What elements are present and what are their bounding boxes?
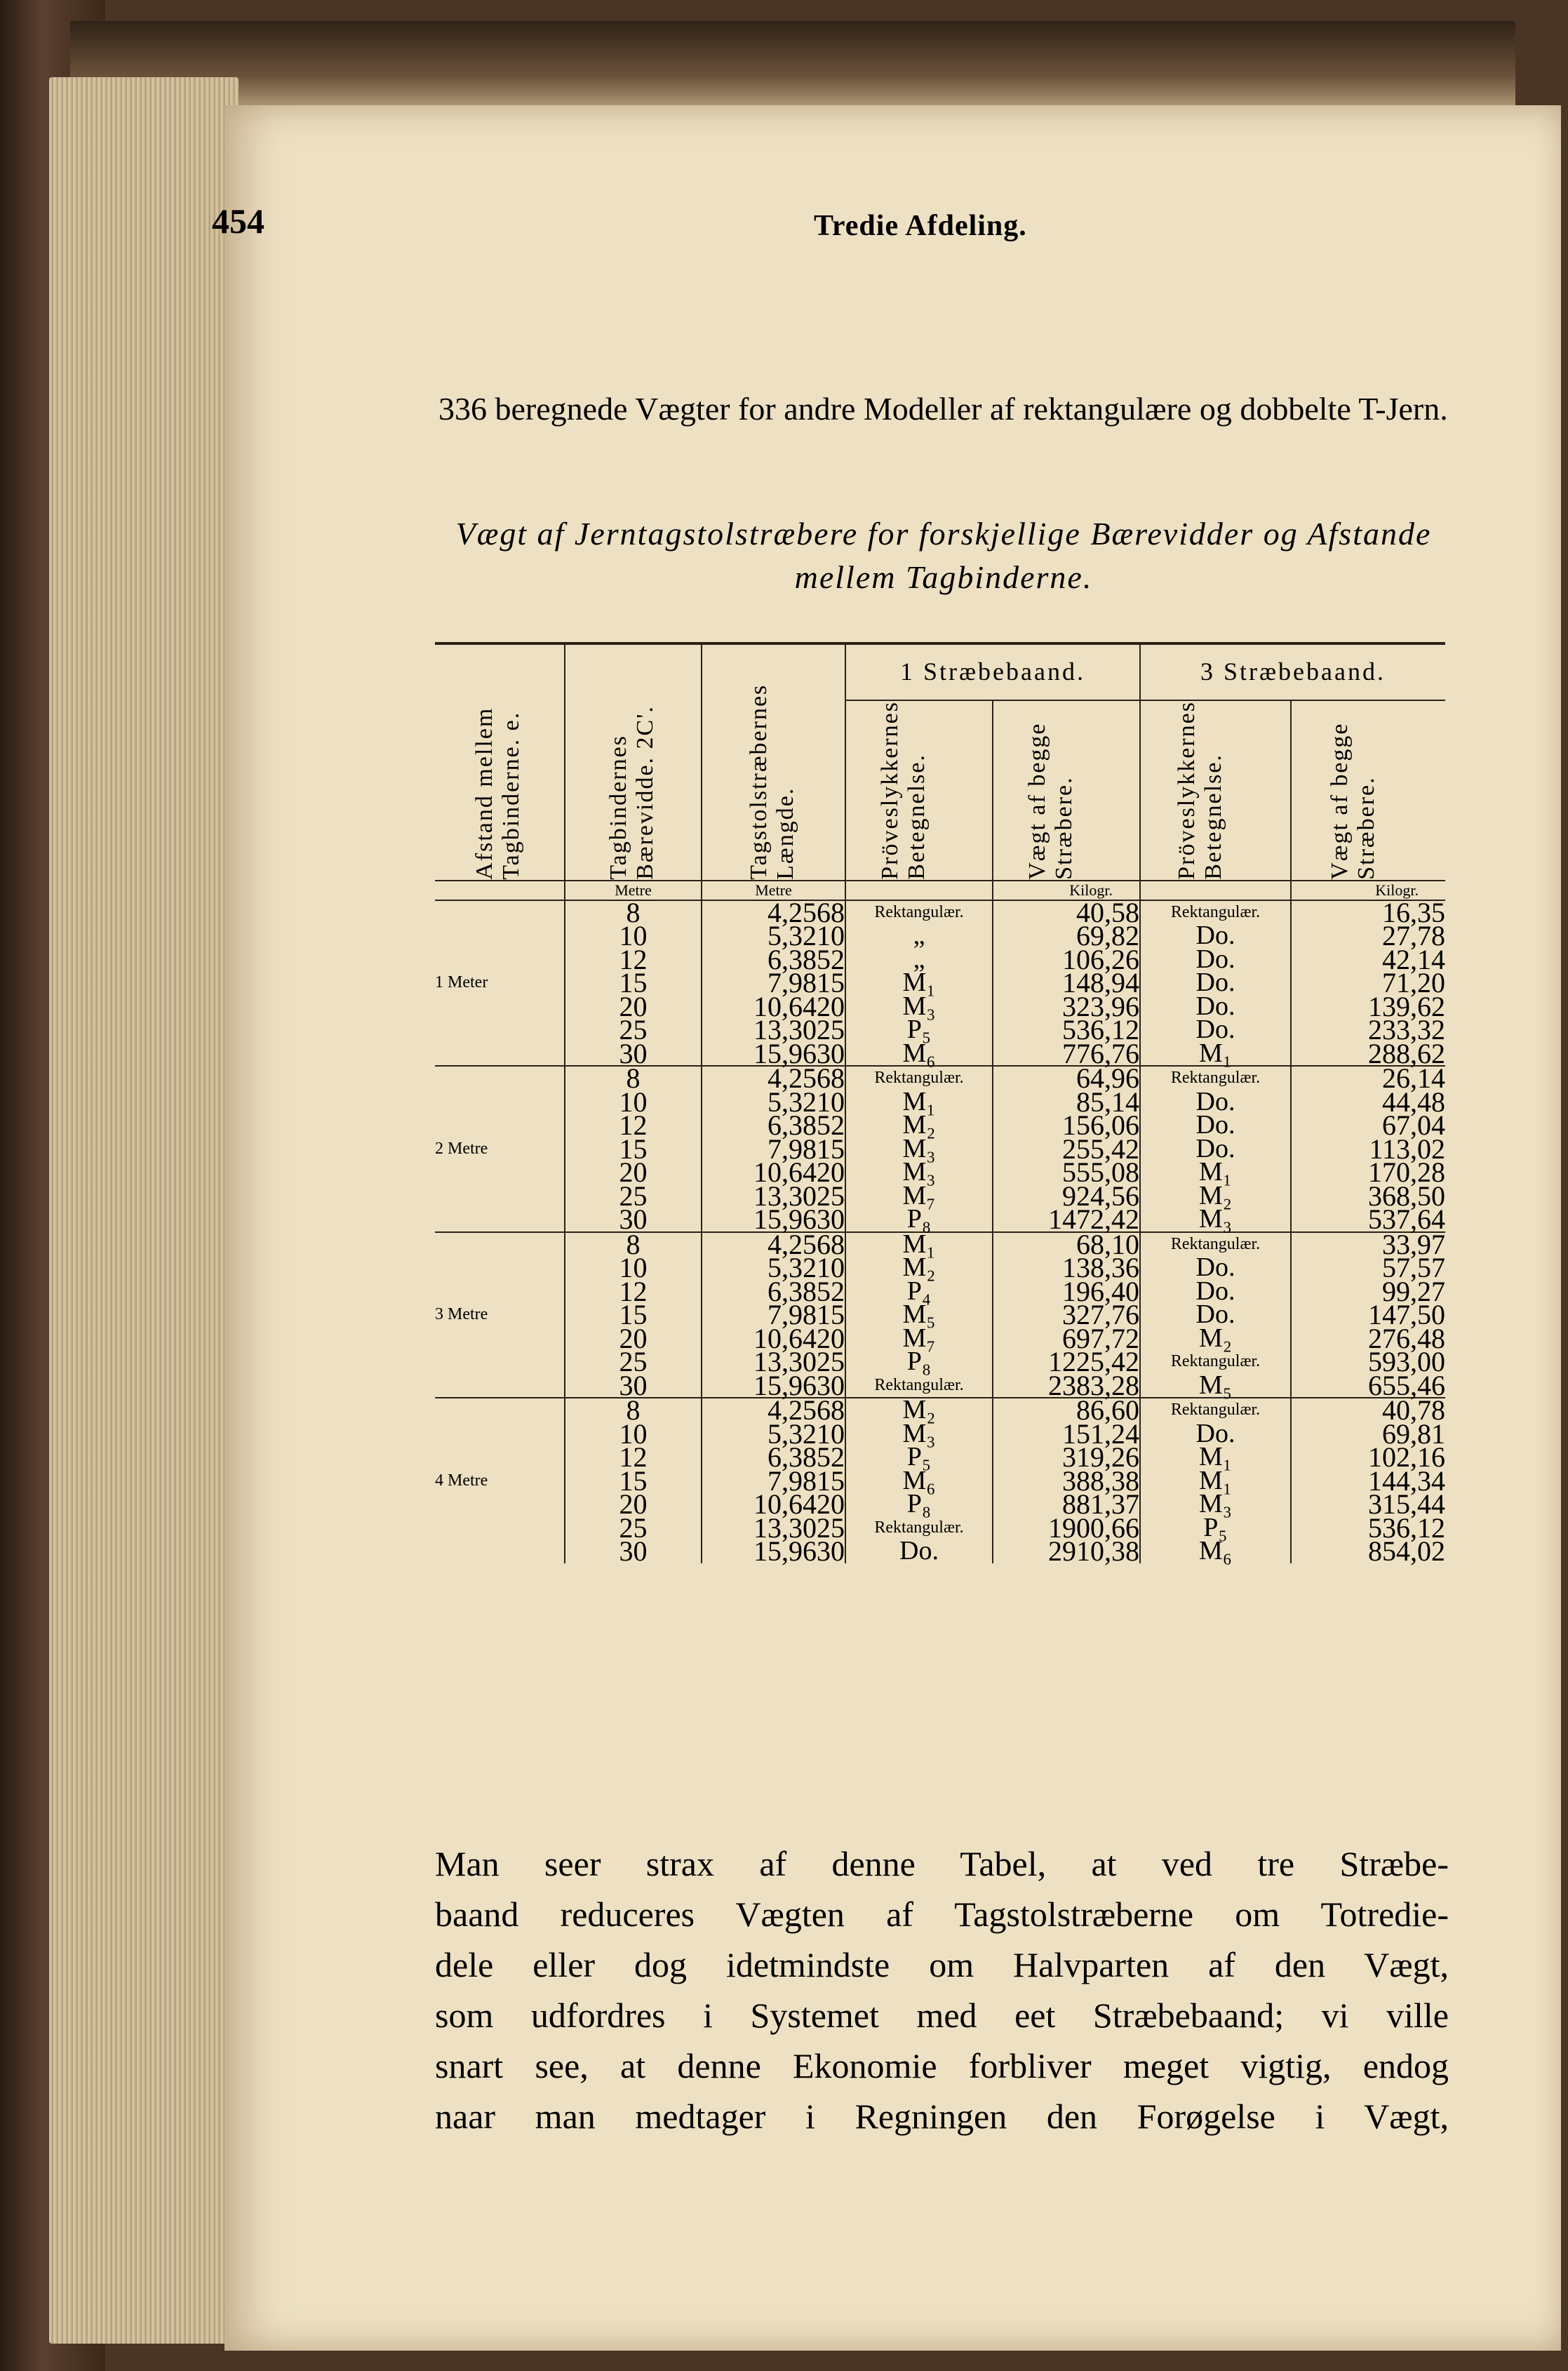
running-head: Tredie Afdeling. <box>814 210 1027 242</box>
length-cell: 7,9815 <box>702 971 845 995</box>
body-line: naar man medtager i Regningen den Forøgelse i Vægt, <box>435 2097 1449 2136</box>
span-cell: 20 <box>565 1161 702 1184</box>
section-cell: M₁ <box>845 971 993 995</box>
weight-cell: 315,44 <box>1291 1492 1445 1516</box>
weight-cell: 69,82 <box>993 924 1140 948</box>
table-row <box>435 1327 1445 1351</box>
length-cell: 6,3852 <box>702 1114 845 1137</box>
length-cell: 15,9630 <box>702 1208 845 1232</box>
table-row <box>435 1492 1445 1516</box>
section-cell: Do. <box>1140 1114 1291 1137</box>
section-cell: „ <box>845 924 993 948</box>
section-cell: Do. <box>1140 948 1291 972</box>
table-row <box>435 1137 1445 1161</box>
table-row <box>435 1445 1445 1469</box>
body-line: dele eller dog idetmindste om Halvparten af den Vægt, <box>435 1945 1449 1984</box>
section-cell: M₅ <box>1140 1374 1291 1398</box>
distance-label: 3 Metre <box>435 1232 565 1398</box>
weight-cell: 196,40 <box>993 1280 1140 1304</box>
weight-cell: 536,12 <box>1291 1516 1445 1540</box>
weight-cell: 40,58 <box>993 900 1140 925</box>
weight-cell: 16,35 <box>1291 900 1445 925</box>
weight-cell: 2383,28 <box>993 1374 1140 1398</box>
section-cell: Do. <box>1140 1090 1291 1114</box>
weight-cell: 323,96 <box>993 995 1140 1019</box>
length-cell: 13,3025 <box>702 1184 845 1208</box>
weight-cell: 113,02 <box>1291 1137 1445 1161</box>
page-number: 454 <box>212 201 264 241</box>
length-cell: 13,3025 <box>702 1018 845 1042</box>
weight-cell: 2910,38 <box>993 1540 1140 1563</box>
section-cell: Do. <box>1140 1137 1291 1161</box>
weight-cell: 27,78 <box>1291 924 1445 948</box>
weight-cell: 1472,42 <box>993 1208 1140 1232</box>
weight-cell: 69,81 <box>1291 1422 1445 1446</box>
length-cell: 6,3852 <box>702 1445 845 1469</box>
weight-cell: 44,48 <box>1291 1090 1445 1114</box>
table-row <box>435 1018 1445 1042</box>
span-cell: 25 <box>565 1184 702 1208</box>
weight-cell: 33,97 <box>1291 1232 1445 1257</box>
weight-cell: 85,14 <box>993 1090 1140 1114</box>
section-cell: P₈ <box>845 1492 993 1516</box>
section-cell: Rektangulær. <box>1140 1398 1291 1422</box>
section-cell: Do. <box>1140 971 1291 995</box>
length-cell: 5,3210 <box>702 1090 845 1114</box>
section-cell: M₂ <box>845 1114 993 1137</box>
table-row <box>435 1161 1445 1184</box>
table-row <box>435 1516 1445 1540</box>
weight-cell: 148,94 <box>993 971 1140 995</box>
weight-cell: 156,06 <box>993 1114 1140 1137</box>
section-cell: Rektangulær. <box>845 1066 993 1090</box>
distance-label: 4 Metre <box>435 1398 565 1563</box>
body-line: Man seer strax af denne Tabel, at ved tre Stræbe- <box>435 1844 1449 1883</box>
weight-cell: 536,12 <box>993 1018 1140 1042</box>
header-section-3: Pröveslykkernes Betegnelse. <box>1140 700 1291 881</box>
weight-cell: 147,50 <box>1291 1303 1445 1327</box>
unit-span: Metre <box>565 881 702 900</box>
weight-cell: 26,14 <box>1291 1066 1445 1090</box>
table-row <box>435 1469 1445 1493</box>
table-row <box>435 1114 1445 1137</box>
section-cell: P₈ <box>845 1208 993 1232</box>
length-cell: 4,2568 <box>702 900 845 925</box>
distance-label: 2 Metre <box>435 1066 565 1232</box>
weight-cell: 102,16 <box>1291 1445 1445 1469</box>
body-line: baand reduceres Vægten af Tagstolstræberne om Totredie- <box>435 1895 1449 1934</box>
weight-cell: 170,28 <box>1291 1161 1445 1184</box>
length-cell: 7,9815 <box>702 1303 845 1327</box>
length-cell: 5,3210 <box>702 1256 845 1280</box>
span-cell: 8 <box>565 1066 702 1090</box>
span-cell: 8 <box>565 1232 702 1257</box>
table-row <box>435 1066 1445 1090</box>
length-cell: 10,6420 <box>702 1492 845 1516</box>
body-paragraph <box>435 1838 1449 2142</box>
weight-cell: 881,37 <box>993 1492 1140 1516</box>
length-cell: 10,6420 <box>702 995 845 1019</box>
length-cell: 5,3210 <box>702 924 845 948</box>
section-cell: M₁ <box>1140 1161 1291 1184</box>
span-cell: 15 <box>565 971 702 995</box>
span-cell: 30 <box>565 1374 702 1398</box>
section-cell: M₇ <box>845 1184 993 1208</box>
weight-cell: 537,64 <box>1291 1208 1445 1232</box>
span-cell: 8 <box>565 1398 702 1422</box>
table-row <box>435 948 1445 972</box>
section-cell: M₃ <box>845 1137 993 1161</box>
weight-cell: 86,60 <box>993 1398 1140 1422</box>
weight-cell: 139,62 <box>1291 995 1445 1019</box>
weight-cell: 68,10 <box>993 1232 1140 1257</box>
table-row <box>435 1232 1445 1257</box>
section-cell: Rektangulær. <box>845 1516 993 1540</box>
span-cell: 10 <box>565 1090 702 1114</box>
section-cell: Do. <box>1140 1018 1291 1042</box>
weight-cell: 42,14 <box>1291 948 1445 972</box>
section-cell: Rektangulær. <box>1140 1232 1291 1257</box>
span-cell: 8 <box>565 900 702 925</box>
header-span: Tagbindernes Bærevidde. 2C'. <box>565 643 702 881</box>
span-cell: 15 <box>565 1137 702 1161</box>
span-cell: 25 <box>565 1516 702 1540</box>
section-cell: Do. <box>845 1540 993 1563</box>
span-cell: 12 <box>565 948 702 972</box>
weight-cell: 151,24 <box>993 1422 1140 1446</box>
section-cell: M₃ <box>845 1161 993 1184</box>
table-caption: Vægt af Jerntagstolstræbere for forskjellige Bærevidder og Afstande mellem Tagbinderne. <box>455 516 1432 595</box>
length-cell: 5,3210 <box>702 1422 845 1446</box>
header-section-1: Pröveslykkernes Betegnelse. <box>845 700 993 881</box>
section-cell: M₃ <box>1140 1492 1291 1516</box>
table-row <box>435 924 1445 948</box>
table-row <box>435 971 1445 995</box>
section-cell: M₁ <box>845 1090 993 1114</box>
table-row <box>435 1042 1445 1067</box>
span-cell: 10 <box>565 924 702 948</box>
span-cell: 30 <box>565 1208 702 1232</box>
span-cell: 20 <box>565 1492 702 1516</box>
section-cell: M₃ <box>1140 1208 1291 1232</box>
length-cell: 15,9630 <box>702 1374 845 1398</box>
table-row <box>435 1208 1445 1232</box>
weight-cell: 138,36 <box>993 1256 1140 1280</box>
weight-cell: 555,08 <box>993 1161 1140 1184</box>
section-cell: P₅ <box>845 1445 993 1469</box>
weight-cell: 71,20 <box>1291 971 1445 995</box>
table-row <box>435 1374 1445 1398</box>
weight-cell: 99,27 <box>1291 1280 1445 1304</box>
book-top-edge <box>70 21 1515 112</box>
table-row <box>435 1422 1445 1446</box>
section-cell: Rektangulær. <box>1140 1066 1291 1090</box>
header-group-3: 3 Stræbebaand. <box>1140 643 1445 700</box>
weight-cell: 697,72 <box>993 1327 1140 1351</box>
span-cell: 15 <box>565 1469 702 1493</box>
section-cell: P₄ <box>845 1280 993 1304</box>
table-row <box>435 1280 1445 1304</box>
section-cell: Do. <box>1140 924 1291 948</box>
weight-cell: 655,46 <box>1291 1374 1445 1398</box>
weight-cell: 776,76 <box>993 1042 1140 1067</box>
length-cell: 6,3852 <box>702 948 845 972</box>
weight-cell: 1225,42 <box>993 1350 1140 1374</box>
table-row <box>435 995 1445 1019</box>
weight-cell: 106,26 <box>993 948 1140 972</box>
section-cell: M₆ <box>845 1042 993 1067</box>
length-cell: 15,9630 <box>702 1540 845 1563</box>
header-weight-1: Vægt af begge Stræbere. <box>993 700 1140 881</box>
section-cell: M₁ <box>1140 1042 1291 1067</box>
section-cell: Rektangulær. <box>845 1374 993 1398</box>
units-row <box>435 881 1445 900</box>
section-cell: Rektangulær. <box>1140 900 1291 925</box>
weight-cell: 854,02 <box>1291 1540 1445 1563</box>
section-cell: M₂ <box>845 1398 993 1422</box>
table-row <box>435 900 1445 925</box>
span-cell: 10 <box>565 1422 702 1446</box>
weight-cell: 255,42 <box>993 1137 1140 1161</box>
table-row <box>435 1090 1445 1114</box>
table-row <box>435 1303 1445 1327</box>
section-cell: M₁ <box>1140 1445 1291 1469</box>
section-cell: M₁ <box>845 1232 993 1257</box>
weight-cell: 327,76 <box>993 1303 1140 1327</box>
span-cell: 20 <box>565 995 702 1019</box>
span-cell: 12 <box>565 1114 702 1137</box>
span-cell: 25 <box>565 1018 702 1042</box>
section-cell: Do. <box>1140 1422 1291 1446</box>
page-edges <box>49 77 239 2344</box>
unit-weight-1: Kilogr. <box>993 881 1140 900</box>
span-cell: 10 <box>565 1256 702 1280</box>
length-cell: 4,2568 <box>702 1398 845 1422</box>
distance-label: 1 Meter <box>435 900 565 1067</box>
length-cell: 15,9630 <box>702 1042 845 1067</box>
span-cell: 12 <box>565 1280 702 1304</box>
weights-table <box>435 642 1445 1568</box>
weight-cell: 40,78 <box>1291 1398 1445 1422</box>
unit-weight-3: Kilogr. <box>1291 881 1445 900</box>
span-cell: 12 <box>565 1445 702 1469</box>
section-cell: M₂ <box>1140 1184 1291 1208</box>
intro-text: 336 beregnede Vægter for andre Modeller af rektangulære og dobbelte T-Jern. <box>438 391 1448 427</box>
weight-cell: 67,04 <box>1291 1114 1445 1137</box>
section-cell: Do. <box>1140 1280 1291 1304</box>
weight-cell: 388,38 <box>993 1469 1140 1493</box>
section-cell: Rektangulær. <box>1140 1350 1291 1374</box>
length-cell: 6,3852 <box>702 1280 845 1304</box>
weight-cell: 64,96 <box>993 1066 1140 1090</box>
weight-cell: 288,62 <box>1291 1042 1445 1067</box>
section-cell: M₁ <box>1140 1469 1291 1493</box>
section-cell: Do. <box>1140 995 1291 1019</box>
section-cell: „ <box>845 948 993 972</box>
header-weight-3: Vægt af begge Stræbere. <box>1291 700 1445 881</box>
body-line: snart see, at denne Ekonomie forbliver meget vigtig, endog <box>435 2046 1449 2085</box>
section-cell: Do. <box>1140 1256 1291 1280</box>
table-row <box>435 1540 1445 1563</box>
weight-cell: 924,56 <box>993 1184 1140 1208</box>
section-cell: M₂ <box>845 1256 993 1280</box>
section-cell: P₈ <box>845 1350 993 1374</box>
section-cell: M₆ <box>845 1469 993 1493</box>
body-line: som udfordres i Systemet med eet Stræbebaand; vi ville <box>435 1996 1449 2035</box>
table-row <box>435 1184 1445 1208</box>
weight-cell: 319,26 <box>993 1445 1140 1469</box>
table-row <box>435 1350 1445 1374</box>
header-group-1: 1 Stræbebaand. <box>845 643 1140 700</box>
length-cell: 4,2568 <box>702 1066 845 1090</box>
section-cell: P₅ <box>845 1018 993 1042</box>
header-distance: Afstand mellem Tagbinderne. e. <box>435 643 565 881</box>
length-cell: 4,2568 <box>702 1232 845 1257</box>
section-cell: M₂ <box>1140 1327 1291 1351</box>
weight-cell: 1900,66 <box>993 1516 1140 1540</box>
section-cell: M₇ <box>845 1327 993 1351</box>
weight-cell: 233,32 <box>1291 1018 1445 1042</box>
weight-cell: 144,34 <box>1291 1469 1445 1493</box>
weight-cell: 368,50 <box>1291 1184 1445 1208</box>
section-cell: Rektangulær. <box>845 900 993 925</box>
span-cell: 15 <box>565 1303 702 1327</box>
weight-cell: 57,57 <box>1291 1256 1445 1280</box>
weight-cell: 276,48 <box>1291 1327 1445 1351</box>
length-cell: 13,3025 <box>702 1350 845 1374</box>
length-cell: 10,6420 <box>702 1161 845 1184</box>
unit-length: Metre <box>702 881 845 900</box>
section-cell: M₆ <box>1140 1540 1291 1563</box>
weight-cell: 593,00 <box>1291 1350 1445 1374</box>
length-cell: 13,3025 <box>702 1516 845 1540</box>
section-cell: M₅ <box>845 1303 993 1327</box>
section-cell: M₃ <box>845 995 993 1019</box>
span-cell: 30 <box>565 1540 702 1563</box>
section-cell: P₅ <box>1140 1516 1291 1540</box>
span-cell: 20 <box>565 1327 702 1351</box>
length-cell: 10,6420 <box>702 1327 845 1351</box>
header-length: Tagstolstræbernes Længde. <box>702 643 845 881</box>
section-cell: M₃ <box>845 1422 993 1446</box>
span-cell: 25 <box>565 1350 702 1374</box>
length-cell: 7,9815 <box>702 1137 845 1161</box>
section-cell: Do. <box>1140 1303 1291 1327</box>
length-cell: 7,9815 <box>702 1469 845 1493</box>
table-row <box>435 1398 1445 1422</box>
span-cell: 30 <box>565 1042 702 1067</box>
table-row <box>435 1256 1445 1280</box>
